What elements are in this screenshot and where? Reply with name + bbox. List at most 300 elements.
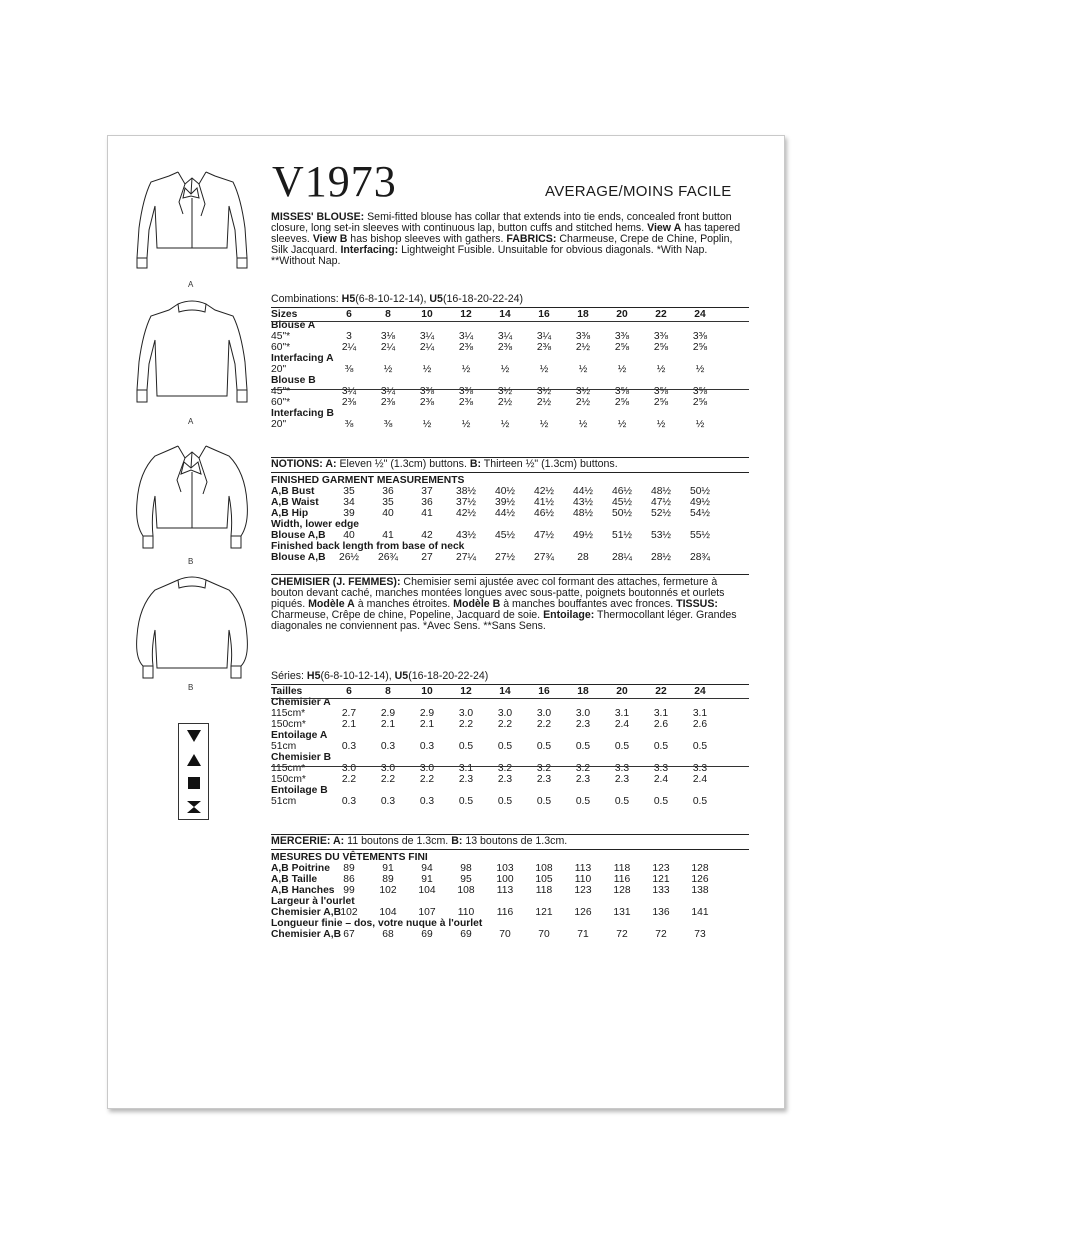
table-cell: 110 <box>574 874 592 885</box>
english-fabrics: Charmeuse, Crepe de Chine, Poplin, Silk Jacquard. <box>271 233 733 256</box>
row-label: 51cm <box>271 741 297 752</box>
divider <box>271 574 749 575</box>
table-cell: 70 <box>499 929 511 940</box>
measurement-row <box>271 929 749 940</box>
group-label: Width, lower edge <box>271 519 360 530</box>
table-cell: 3 <box>346 331 352 342</box>
table-cell: 55½ <box>689 530 711 541</box>
table-cell: 3.1 <box>614 708 630 719</box>
size-col-header: 10 <box>421 309 433 320</box>
table-group-row <box>271 730 749 741</box>
table-cell: 2⅜ <box>380 397 396 408</box>
table-cell: 136 <box>652 907 670 918</box>
english-desc-2: has tapered sleeves. <box>271 222 741 245</box>
english-finished-table <box>271 475 749 563</box>
row-label: 115cm* <box>271 763 306 774</box>
measurement-row <box>271 885 749 896</box>
row-label: 20" <box>271 364 287 375</box>
table-cell: 118 <box>613 863 631 874</box>
table-cell: 2⅜ <box>419 397 435 408</box>
table-cell: 37 <box>421 486 433 497</box>
group-label: Entoilage B <box>271 785 328 796</box>
table-cell: 2½ <box>536 397 552 408</box>
table-cell: 0.3 <box>341 796 357 807</box>
size-col-header: 8 <box>385 309 391 320</box>
table-cell: 46½ <box>533 508 555 519</box>
yardage-row <box>271 774 749 785</box>
table-cell: 2.2 <box>419 774 435 785</box>
group-label: Interfacing A <box>271 353 334 364</box>
table-cell: 2⅜ <box>536 342 552 353</box>
row-label: 60"* <box>271 342 291 353</box>
table-cell: 2⅝ <box>692 397 708 408</box>
table-cell: 49½ <box>689 497 711 508</box>
table-cell: 107 <box>418 907 436 918</box>
combinations-label: Combinations: <box>271 293 342 305</box>
table-cell: 3¼ <box>536 331 552 342</box>
divider <box>271 698 749 699</box>
table-cell: 3¼ <box>458 331 474 342</box>
table-cell: ½ <box>422 364 432 375</box>
pattern-code: V1973 <box>272 157 397 206</box>
table-group-row <box>271 375 749 386</box>
table-cell: 0.3 <box>380 796 396 807</box>
table-cell: 100 <box>496 874 514 885</box>
table-cell: 116 <box>496 907 514 918</box>
table-cell: 50½ <box>689 486 711 497</box>
table-cell: ½ <box>461 364 471 375</box>
table-cell: 2.4 <box>692 774 708 785</box>
size-col-header: 16 <box>538 309 550 320</box>
english-yardage-table <box>271 309 749 430</box>
table-cell: 2⅝ <box>614 342 630 353</box>
table-cell: ½ <box>617 364 627 375</box>
row-label: A,B Hanches <box>271 885 335 896</box>
row-label: 51cm <box>271 796 297 807</box>
measurement-row <box>271 497 749 508</box>
table-cell: ½ <box>461 419 471 430</box>
english-description <box>271 212 749 267</box>
size-col-header: 24 <box>694 309 706 320</box>
yardage-row <box>271 719 749 730</box>
table-cell: 123 <box>652 863 670 874</box>
divider <box>271 389 749 390</box>
table-cell: 0.5 <box>614 796 630 807</box>
figure-label: B <box>188 557 194 566</box>
table-group-row <box>271 918 749 929</box>
table-cell: 126 <box>691 874 709 885</box>
series-h5-sizes: (6-8-10-12-14), <box>320 670 395 682</box>
table-cell: ⅜ <box>344 419 354 430</box>
table-cell: 43½ <box>455 530 477 541</box>
table-cell: 72 <box>616 929 628 940</box>
measurement-row <box>271 508 749 519</box>
table-cell: 138 <box>691 885 709 896</box>
series-u5-sizes: (16-18-20-22-24) <box>408 670 489 682</box>
group-label: Chemisier B <box>271 752 332 763</box>
table-cell: 68 <box>382 929 394 940</box>
table-cell: 53½ <box>650 530 672 541</box>
table-cell: 3⅜ <box>575 331 591 342</box>
table-cell: 44½ <box>494 508 516 519</box>
table-cell: 133 <box>652 885 670 896</box>
english-title: MISSES' BLOUSE: <box>271 211 365 223</box>
table-cell: 49½ <box>572 530 594 541</box>
english-interfacing: Lightweight Fusible. Unsuitable for obvious diagonals. *With Nap. **Without Nap. <box>271 244 708 267</box>
table-cell: 39½ <box>494 497 516 508</box>
table-cell: ½ <box>617 419 627 430</box>
table-cell: ½ <box>578 364 588 375</box>
table-cell: 3.0 <box>536 708 552 719</box>
table-cell: 2⅝ <box>692 342 708 353</box>
hourglass-icon <box>179 795 208 819</box>
row-label: 20" <box>271 419 287 430</box>
french-fabrics: Charmeuse, Crêpe de chine, Popeline, Jacquard de soie. <box>271 609 544 621</box>
table-cell: ½ <box>695 364 705 375</box>
table-cell: 3¼ <box>380 386 396 397</box>
square-icon <box>179 772 208 796</box>
series-u5: U5 <box>394 670 409 682</box>
table-cell: 3.0 <box>380 763 396 774</box>
group-label: Finished back length from base of neck <box>271 541 465 552</box>
table-cell: 28¾ <box>689 552 711 563</box>
english-notions <box>271 459 749 470</box>
french-interfacing: Thermocollant léger. Grandes diagonales ne conviennent pas. *Avec Sens. **Sans Sens. <box>271 609 737 632</box>
french-view-b: Modèle B <box>453 598 501 610</box>
table-cell: 27¾ <box>533 552 555 563</box>
figure-label: B <box>188 683 194 692</box>
table-cell: 27½ <box>494 552 516 563</box>
size-col-header: 12 <box>460 686 472 697</box>
view-a-tie-front-illustration <box>133 158 251 278</box>
group-label: Longueur finie – dos, votre nuque à l'ourlet <box>271 918 483 929</box>
table-cell: ½ <box>500 419 510 430</box>
table-cell: 35 <box>382 497 394 508</box>
table-cell: 3.2 <box>575 763 591 774</box>
row-label: 45"* <box>271 386 291 397</box>
table-cell: ⅜ <box>344 364 354 375</box>
table-cell: 39 <box>343 508 355 519</box>
size-col-header: 10 <box>421 686 433 697</box>
table-cell: 3.1 <box>458 763 474 774</box>
table-cell: 3⅛ <box>380 331 396 342</box>
sizes-label: Tailles <box>271 686 303 697</box>
group-label: Largeur à l'ourlet <box>271 896 355 907</box>
table-group-row <box>271 896 749 907</box>
table-cell: 2⅜ <box>341 397 357 408</box>
table-cell: 3½ <box>536 386 552 397</box>
size-col-header: 8 <box>385 686 391 697</box>
table-cell: 3.3 <box>692 763 708 774</box>
triangle-down-icon <box>179 724 208 748</box>
english-view-a: View A <box>647 222 682 234</box>
figure-label: A <box>188 280 194 289</box>
french-interfacing-label: Entoilage: <box>543 609 595 621</box>
table-cell: 0.3 <box>419 741 435 752</box>
combo-u5-sizes: (16-18-20-22-24) <box>442 293 524 305</box>
table-cell: 52½ <box>650 508 672 519</box>
table-cell: 2.4 <box>653 774 669 785</box>
table-cell: 27 <box>421 552 433 563</box>
table-cell: 0.3 <box>419 796 435 807</box>
table-cell: 70 <box>538 929 550 940</box>
divider <box>271 307 749 308</box>
table-cell: 73 <box>694 929 706 940</box>
measurement-row <box>271 874 749 885</box>
sizes-header-row <box>271 309 749 320</box>
french-finished-table <box>271 852 749 940</box>
table-cell: 102 <box>340 907 358 918</box>
table-cell: 45½ <box>611 497 633 508</box>
table-cell: ½ <box>422 419 432 430</box>
table-cell: 2.2 <box>458 719 474 730</box>
table-cell: 0.5 <box>458 796 474 807</box>
yardage-row <box>271 741 749 752</box>
table-cell: 2.4 <box>614 719 630 730</box>
table-cell: 3⅝ <box>614 386 630 397</box>
mercerie-a: 11 boutons de 1.3cm. <box>344 835 452 847</box>
french-desc-1: Chemisier semi ajustée avec col formant des attaches, fermeture à bouton devant caché, manches montées longues avec sous-patte, poignets boutonnés et ourlets piqués. <box>271 576 725 610</box>
table-cell: 2⅝ <box>614 397 630 408</box>
table-cell: 42½ <box>533 486 555 497</box>
row-label: 60"* <box>271 397 291 408</box>
view-b-back-illustration <box>133 566 251 686</box>
table-cell: ½ <box>383 364 393 375</box>
table-cell: 128 <box>613 885 631 896</box>
english-fabrics-label: FABRICS: <box>506 233 557 245</box>
table-cell: 3¼ <box>341 386 357 397</box>
table-cell: 3½ <box>497 386 513 397</box>
size-col-header: 20 <box>616 686 628 697</box>
table-cell: 2.6 <box>692 719 708 730</box>
measurement-row <box>271 530 749 541</box>
table-cell: ½ <box>578 419 588 430</box>
yardage-row <box>271 708 749 719</box>
size-col-header: 6 <box>346 309 352 320</box>
table-cell: 67 <box>343 929 355 940</box>
french-fabrics-label: TISSUS: <box>676 598 718 610</box>
table-cell: 0.5 <box>575 741 591 752</box>
table-group-row <box>271 353 749 364</box>
table-cell: ½ <box>539 419 549 430</box>
table-cell: 44½ <box>572 486 594 497</box>
table-cell: 95 <box>460 874 472 885</box>
size-col-header: 18 <box>577 309 589 320</box>
table-cell: 34 <box>343 497 355 508</box>
row-label: A,B Waist <box>271 497 319 508</box>
table-cell: 0.5 <box>653 741 669 752</box>
table-cell: 2.3 <box>536 774 552 785</box>
divider <box>271 472 749 473</box>
row-label: Chemisier A,B <box>271 907 342 918</box>
table-cell: 131 <box>613 907 631 918</box>
table-cell: 36 <box>421 497 433 508</box>
table-cell: 104 <box>379 907 397 918</box>
table-cell: 2½ <box>497 397 513 408</box>
symbol-legend <box>178 723 209 820</box>
table-cell: 126 <box>574 907 592 918</box>
french-description <box>271 577 749 632</box>
table-cell: 128 <box>691 863 709 874</box>
table-cell: 2.3 <box>575 719 591 730</box>
table-cell: 3.1 <box>653 708 669 719</box>
french-title: CHEMISIER (J. FEMMES): <box>271 576 401 588</box>
view-a-back-illustration <box>133 292 251 412</box>
table-cell: 2⅜ <box>458 342 474 353</box>
table-cell: 2.2 <box>536 719 552 730</box>
table-cell: 36 <box>382 486 394 497</box>
table-cell: 0.5 <box>692 741 708 752</box>
table-cell: 2.2 <box>497 719 513 730</box>
table-cell: 40½ <box>494 486 516 497</box>
size-col-header: 6 <box>346 686 352 697</box>
table-cell: 91 <box>382 863 394 874</box>
table-cell: 3.1 <box>692 708 708 719</box>
divider <box>271 766 749 767</box>
table-cell: 0.5 <box>653 796 669 807</box>
size-col-header: 22 <box>655 309 667 320</box>
table-cell: 2.7 <box>341 708 357 719</box>
table-cell: 2.2 <box>380 774 396 785</box>
size-col-header: 16 <box>538 686 550 697</box>
table-cell: 41 <box>382 530 394 541</box>
table-cell: 0.5 <box>497 796 513 807</box>
table-cell: 3.2 <box>536 763 552 774</box>
row-label: A,B Poitrine <box>271 863 330 874</box>
table-cell: 3.0 <box>458 708 474 719</box>
group-label: Chemisier A <box>271 697 331 708</box>
table-cell: 2.3 <box>458 774 474 785</box>
table-cell: 2.1 <box>380 719 396 730</box>
table-cell: 3⅜ <box>692 331 708 342</box>
table-cell: 89 <box>382 874 394 885</box>
row-label: A,B Taille <box>271 874 318 885</box>
table-cell: 2¼ <box>341 342 357 353</box>
measurement-row <box>271 552 749 563</box>
table-cell: 0.5 <box>692 796 708 807</box>
table-cell: 71 <box>577 929 589 940</box>
table-cell: 41½ <box>533 497 555 508</box>
table-cell: 26¾ <box>377 552 399 563</box>
table-cell: ½ <box>500 364 510 375</box>
table-cell: 2⅜ <box>458 397 474 408</box>
group-label: Blouse A <box>271 320 316 331</box>
french-desc-3: à manches bouffantes avec fronces. <box>500 598 677 610</box>
size-col-header: 18 <box>577 686 589 697</box>
table-cell: 2¼ <box>419 342 435 353</box>
table-cell: 42½ <box>455 508 477 519</box>
size-col-header: 24 <box>694 686 706 697</box>
row-label: Blouse A,B <box>271 530 326 541</box>
view-b-tie-front-illustration <box>133 432 251 552</box>
table-cell: 98 <box>460 863 472 874</box>
table-cell: 2.1 <box>341 719 357 730</box>
table-cell: 2½ <box>575 342 591 353</box>
table-cell: 50½ <box>611 508 633 519</box>
table-cell: 2½ <box>575 397 591 408</box>
table-cell: 3.3 <box>614 763 630 774</box>
table-cell: 72 <box>655 929 667 940</box>
table-cell: 47½ <box>533 530 555 541</box>
table-cell: 27¼ <box>455 552 477 563</box>
french-yardage-table <box>271 686 749 807</box>
table-cell: 3.0 <box>341 763 357 774</box>
english-view-b: View B <box>312 233 348 245</box>
divider <box>271 684 749 685</box>
measurement-row <box>271 486 749 497</box>
table-cell: 121 <box>535 907 553 918</box>
yardage-row <box>271 364 749 375</box>
mercerie-b: 13 boutons de 1.3cm. <box>462 835 568 847</box>
combo-u5: U5 <box>429 293 443 305</box>
french-desc-2: à manches étroites. <box>354 598 454 610</box>
row-label: A,B Hip <box>271 508 309 519</box>
table-cell: 28½ <box>650 552 672 563</box>
table-cell: 48½ <box>650 486 672 497</box>
table-cell: 2.1 <box>419 719 435 730</box>
table-cell: 141 <box>691 907 709 918</box>
size-col-header: 14 <box>499 309 511 320</box>
table-cell: 103 <box>496 863 514 874</box>
table-cell: 48½ <box>572 508 594 519</box>
figure-label: A <box>188 417 194 426</box>
table-cell: 123 <box>574 885 592 896</box>
table-cell: 113 <box>574 863 592 874</box>
french-view-a: Modèle A <box>308 598 355 610</box>
table-cell: 51½ <box>611 530 633 541</box>
table-cell: 2.3 <box>497 774 513 785</box>
table-cell: 121 <box>652 874 670 885</box>
table-cell: 3⅝ <box>692 386 708 397</box>
table-cell: 91 <box>421 874 433 885</box>
table-cell: 28¼ <box>611 552 633 563</box>
table-cell: 46½ <box>611 486 633 497</box>
table-group-row <box>271 541 749 552</box>
table-cell: 45½ <box>494 530 516 541</box>
table-cell: 2⅝ <box>653 342 669 353</box>
difficulty-label: AVERAGE/MOINS FACILE <box>545 183 732 200</box>
row-label: 150cm* <box>271 719 306 730</box>
table-cell: 116 <box>613 874 631 885</box>
row-label: A,B Bust <box>271 486 315 497</box>
table-cell: 69 <box>460 929 472 940</box>
table-cell: 2.3 <box>575 774 591 785</box>
row-label: Chemisier A,B <box>271 929 342 940</box>
yardage-row <box>271 386 749 397</box>
row-label: 45"* <box>271 331 291 342</box>
row-label: 115cm* <box>271 708 306 719</box>
table-cell: 47½ <box>650 497 672 508</box>
table-cell: 40 <box>382 508 394 519</box>
finished-title: MESURES DU VÊTEMENTS FINI <box>271 852 428 863</box>
table-cell: 26½ <box>338 552 360 563</box>
table-cell: 2.9 <box>380 708 396 719</box>
divider <box>271 321 749 322</box>
table-cell: 0.5 <box>614 741 630 752</box>
combo-h5: H5 <box>341 293 356 305</box>
table-group-row <box>271 519 749 530</box>
table-cell: 2.3 <box>614 774 630 785</box>
yardage-row <box>271 397 749 408</box>
table-cell: 38½ <box>455 486 477 497</box>
french-series <box>271 671 488 682</box>
table-group-row <box>271 408 749 419</box>
table-cell: 54½ <box>689 508 711 519</box>
table-cell: 41 <box>421 508 433 519</box>
table-cell: 113 <box>496 885 514 896</box>
table-cell: 2.2 <box>341 774 357 785</box>
table-cell: 2.9 <box>419 708 435 719</box>
